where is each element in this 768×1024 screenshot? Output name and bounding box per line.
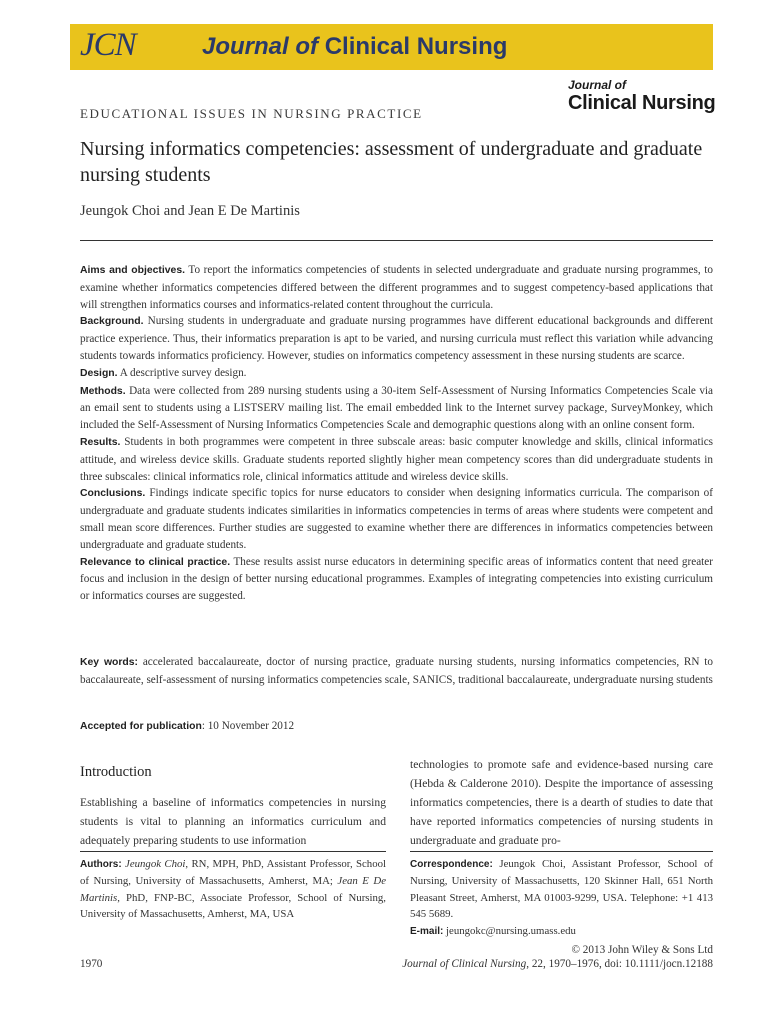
- abstract-label: Methods.: [80, 385, 126, 397]
- abstract-text: A descriptive survey design.: [119, 366, 247, 379]
- abstract-text: Students in both programmes were competent in three subscale areas: basic computer knowledge and skills, clinical informatics attitude, and wireless device skills. Graduate students reported slightly higher mean competency scores than did undergraduate students in three subscales: clinical informatics role, clinical informatics attitude and wireless device skills.: [80, 435, 714, 483]
- abstract-methods: [80, 383, 713, 434]
- keywords-text: accelerated baccalaureate, doctor of nursing practice, graduate nursing students, nursing informatics competencies, RN to baccalaureate, self-assessment of nursing informatics competencies scale, SANICS, traditional baccalaureate, undergraduate nursing students: [80, 656, 713, 686]
- journal-logo: [568, 78, 718, 114]
- abstract: [80, 262, 713, 605]
- citation-journal: Journal of Clinical Nursing: [402, 958, 527, 970]
- abstract-text: Data were collected from 289 nursing students using a 30-item Self-Assessment of Nursing Informatics Competencies Scale via an email sent to students using a LISTSERV mailing list. The email embedded link to the Internet survey package, SurveyMonkey, which included the Self-Assessment of Nursing Informatics Competencies Scale and demographic questions along with an online consent form.: [80, 384, 714, 432]
- section-label: EDUCATIONAL ISSUES IN NURSING PRACTICE: [80, 106, 423, 121]
- abstract-text: To report the informatics competencies of students in selected undergraduate and graduate nursing programmes, to examine whether informatics competencies differed between the different programmes and to suggest competency-based applications that will strengthen informatics courses and informatics-related content throughout the curricula.: [80, 264, 713, 311]
- author1-name: Jeungok Choi: [125, 858, 186, 870]
- article-title: Nursing informatics competencies: assessment of undergraduate and graduate nursing students: [80, 138, 703, 186]
- email-address[interactable]: jeungokc@nursing.umass.edu: [446, 924, 576, 937]
- abstract-text: Findings indicate specific topics for nurse educators to consider when designing informatics curricula. The comparison of undergraduate and graduate students indicates similarities in informatics competencies in terms of areas where students were competent and small mean score differences. Further studies are suggested to examine whether there are differences in informatics competencies between undergraduate and graduate students.: [80, 487, 713, 551]
- authors-label: Authors:: [80, 859, 122, 870]
- intro-heading: Introduction: [80, 764, 152, 780]
- author2-details: , PhD, FNP-BC, Associate Professor, School of Nursing, University of Massachusetts, Amherst, MA, USA: [80, 891, 386, 921]
- intro-left-column: Establishing a baseline of informatics competencies in nursing students is vital to planning an informatics curriculum and adequately preparing students to use information: [80, 796, 386, 847]
- divider: [80, 240, 713, 241]
- journal-abbreviation: JCN: [80, 27, 136, 63]
- abstract-label: Aims and objectives.: [80, 265, 185, 276]
- journal-banner-title: [202, 33, 507, 61]
- abstract-background: [80, 313, 713, 364]
- author1-details: , RN, MPH, PhD, Assistant Professor, School of Nursing, University of Massachusetts, Amherst, MA;: [80, 858, 387, 888]
- footnote-divider-right: [410, 851, 713, 852]
- author2-name: Jean E De Martinis: [80, 875, 386, 904]
- keywords-label: Key words:: [80, 657, 139, 668]
- accepted-value: : 10 November 2012: [201, 720, 295, 732]
- abstract-label: Design.: [80, 367, 118, 379]
- accepted-date: [80, 720, 294, 732]
- abstract-text: Nursing students in undergraduate and graduate nursing programmes have different educational backgrounds and different practice experience. Thus, their informatics preparation is apt to be varied, and nursing curricula must reflect this variation while advancing students towards informatics proficiency. However, studies on informatics competency assessment in these nursing students are scarce.: [80, 315, 713, 362]
- correspondence-text: Jeungok Choi, Assistant Professor, School of Nursing, University of Massachusetts, 120 Skinner Hall, 651 North Pleasant Street, Amherst, MA 01003-9299, USA. Telephone: +1 413 545 5689.: [410, 858, 714, 921]
- abstract-text: These results assist nurse educators in determining specific areas of informatics content that need greater focus and inclusion in the design of better nursing educational programmes. Examples of integrating competencies into existing curriculum or informatics courses are suggested.: [80, 555, 713, 603]
- abstract-label: Conclusions.: [80, 488, 146, 500]
- email-label: E-mail:: [410, 925, 444, 937]
- keywords: [80, 654, 713, 689]
- logo-line2: Clinical Nursing: [568, 92, 716, 114]
- intro-right-column: technologies to promote safe and evidence-based nursing care (Hebda & Calderone 2010). Despite the importance of assessing informatics competencies, there is a dearth of studies to date that have reported informatics competencies of nursing students in undergraduate and graduate pro-: [410, 758, 713, 847]
- abstract-results: [80, 434, 713, 485]
- correspondence: [410, 856, 713, 940]
- abstract-label: Background.: [80, 316, 144, 328]
- author-affiliations: [80, 856, 386, 923]
- abstract-relevance: [80, 554, 713, 605]
- abstract-conclusions: [80, 485, 713, 553]
- banner-title-italic: Journal of: [202, 33, 319, 60]
- abstract-label: Relevance to clinical practice.: [80, 556, 231, 568]
- correspondence-label: Correspondence:: [410, 859, 493, 870]
- logo-line1: Journal of: [568, 78, 627, 92]
- page-number: 1970: [80, 958, 103, 970]
- footnote-divider-left: [80, 851, 386, 852]
- abstract-label: Results.: [80, 436, 121, 448]
- article-authors: Jeungok Choi and Jean E De Martinis: [80, 203, 300, 219]
- abstract-aims: [80, 262, 713, 313]
- copyright: © 2013 John Wiley & Sons Ltd: [571, 944, 713, 956]
- citation-details: , 22, 1970–1976, doi: 10.1111/jocn.12188: [526, 958, 713, 970]
- accepted-label: Accepted for publication: [80, 721, 202, 732]
- banner-title-rest: Clinical Nursing: [324, 33, 508, 60]
- citation: [402, 958, 713, 970]
- abstract-design: [80, 365, 713, 383]
